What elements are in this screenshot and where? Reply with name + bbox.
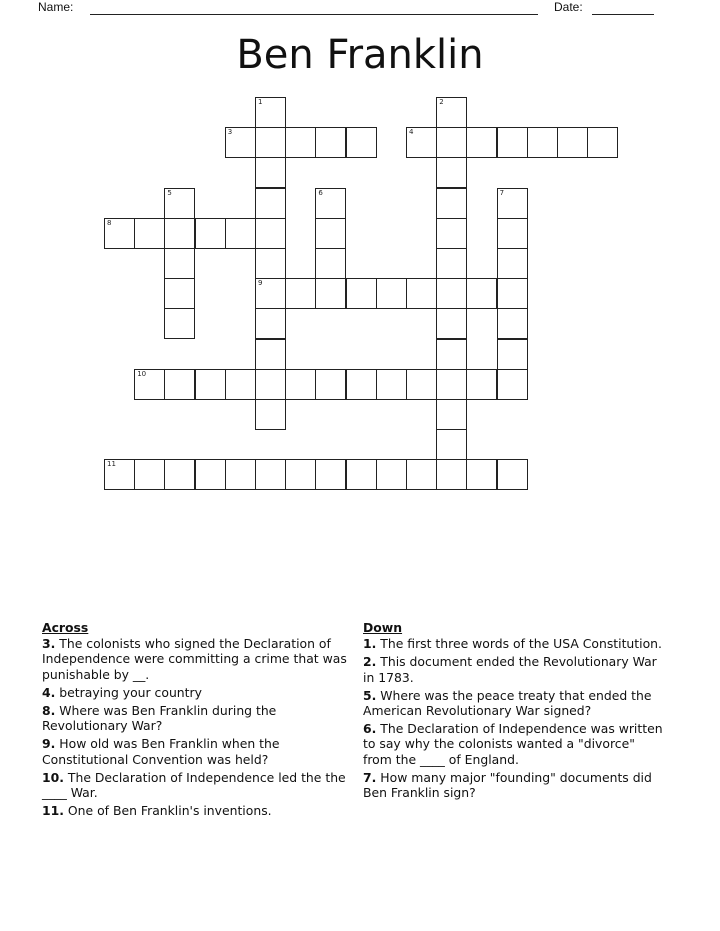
grid-cell[interactable] — [497, 308, 528, 339]
grid-cell[interactable] — [315, 369, 346, 400]
clue-text: Where was the peace treaty that ended the American Revolutionary War signed? — [363, 687, 652, 719]
grid-cell[interactable] — [315, 459, 346, 490]
down-clue-list — [363, 636, 663, 800]
grid-cell[interactable] — [436, 308, 467, 339]
grid-cell[interactable] — [466, 127, 497, 158]
grid-cell[interactable] — [436, 188, 467, 219]
clue-number: 5. — [363, 687, 377, 703]
grid-cell[interactable] — [497, 127, 528, 158]
grid-cell[interactable] — [497, 369, 528, 400]
grid-cell[interactable] — [436, 399, 467, 430]
cell-number: 4 — [409, 128, 414, 137]
grid-cell[interactable] — [406, 127, 437, 158]
cell-number: 8 — [107, 218, 112, 227]
clue-text: The Declaration of Independence led the the ____ War. — [42, 769, 346, 801]
grid-cell[interactable] — [315, 127, 346, 158]
grid-cell[interactable] — [436, 459, 467, 490]
grid-cell[interactable] — [376, 459, 407, 490]
grid-cell[interactable] — [134, 459, 165, 490]
grid-cell[interactable] — [436, 369, 467, 400]
grid-cell[interactable] — [497, 188, 528, 219]
grid-cell[interactable] — [164, 308, 195, 339]
grid-cell[interactable] — [497, 339, 528, 370]
grid-cell[interactable] — [164, 248, 195, 279]
clue-text: Where was Ben Franklin during the Revolutionary War? — [42, 703, 277, 734]
clue-item — [42, 770, 364, 800]
clue-text: This document ended the Revolutionary War in 1783. — [363, 654, 657, 685]
grid-cell[interactable] — [255, 278, 286, 309]
clue-item — [363, 721, 663, 767]
grid-cell[interactable] — [225, 127, 256, 158]
grid-cell[interactable] — [436, 429, 467, 460]
grid-cell[interactable] — [436, 157, 467, 188]
clue-text: How many major "founding" documents did Ben Franklin sign? — [363, 769, 652, 801]
grid-cell[interactable] — [225, 459, 256, 490]
clue-number: 6. — [363, 721, 377, 737]
grid-cell[interactable] — [587, 127, 618, 158]
clue-number: 2. — [363, 654, 377, 670]
date-label: Date: — [554, 0, 583, 14]
grid-cell[interactable] — [527, 127, 558, 158]
grid-cell[interactable] — [436, 339, 467, 370]
cell-number: 7 — [499, 188, 505, 197]
grid-cell[interactable] — [255, 248, 286, 279]
name-label: Name: — [38, 0, 74, 14]
grid-cell[interactable] — [376, 278, 407, 309]
across-heading: Across — [42, 620, 89, 635]
down-clues — [363, 620, 663, 803]
grid-cell[interactable] — [285, 369, 316, 400]
grid-cell[interactable] — [134, 218, 165, 249]
clue-item — [42, 685, 364, 700]
grid-cell[interactable] — [164, 218, 195, 249]
grid-cell[interactable] — [134, 369, 165, 400]
grid-cell[interactable] — [436, 218, 467, 249]
grid-cell[interactable] — [285, 459, 316, 490]
clue-item — [363, 654, 663, 684]
clue-text: How old was Ben Franklin when the Constitutional Convention was held? — [42, 736, 280, 767]
clue-number: 9. — [42, 736, 56, 752]
grid-cell[interactable] — [497, 278, 528, 309]
grid-cell[interactable] — [255, 97, 286, 128]
grid-cell[interactable] — [436, 248, 467, 279]
grid-cell[interactable] — [164, 278, 195, 309]
grid-cell[interactable] — [195, 369, 226, 400]
clue-number: 10. — [42, 769, 64, 785]
grid-cell[interactable] — [255, 218, 286, 249]
cell-number: 3 — [227, 128, 233, 137]
grid-cell[interactable] — [497, 248, 528, 279]
grid-cell[interactable] — [315, 278, 346, 309]
grid-cell[interactable] — [164, 459, 195, 490]
clue-text: The first three words of the USA Constitution. — [380, 636, 662, 652]
grid-cell[interactable] — [255, 369, 286, 400]
grid-cell[interactable] — [255, 339, 286, 370]
grid-cell[interactable] — [346, 459, 377, 490]
grid-cell[interactable] — [436, 97, 467, 128]
grid-cell[interactable] — [255, 157, 286, 188]
grid-cell[interactable] — [406, 459, 437, 490]
clue-number: 3. — [42, 636, 56, 652]
grid-cell[interactable] — [315, 188, 346, 219]
grid-cell[interactable] — [195, 459, 226, 490]
puzzle-title: Ben Franklin — [236, 32, 484, 78]
clue-text: betraying your country — [59, 684, 202, 700]
clue-text: The Declaration of Independence was written to say why the colonists wanted a "divorce" from the ____ of England. — [363, 721, 663, 767]
clue-number: 11. — [42, 803, 64, 819]
grid-cell[interactable] — [164, 369, 195, 400]
grid-cell[interactable] — [195, 218, 226, 249]
cell-number: 1 — [258, 98, 263, 106]
grid-cell[interactable] — [225, 218, 256, 249]
grid-cell[interactable] — [406, 369, 437, 400]
clue-number: 1. — [363, 636, 377, 652]
grid-cell[interactable] — [164, 188, 195, 219]
grid-cell[interactable] — [497, 459, 528, 490]
grid-cell[interactable] — [104, 218, 135, 249]
cell-number: 6 — [318, 188, 323, 197]
across-clues — [42, 620, 364, 821]
grid-cell[interactable] — [436, 278, 467, 309]
down-heading: Down — [363, 620, 403, 635]
grid-cell[interactable] — [104, 459, 135, 490]
grid-cell[interactable] — [406, 278, 437, 309]
clue-text: The colonists who signed the Declaration of Independence were committing a crime that was punishable by __. — [42, 636, 347, 682]
grid-cell[interactable] — [255, 127, 286, 158]
clue-item — [363, 688, 663, 718]
clue-text: One of Ben Franklin's inventions. — [67, 803, 272, 819]
clue-item — [42, 736, 364, 766]
grid-cell[interactable] — [466, 278, 497, 309]
across-clue-list — [42, 636, 364, 818]
grid-cell[interactable] — [436, 127, 467, 158]
grid-cell[interactable] — [466, 369, 497, 400]
cell-number: 5 — [167, 188, 172, 197]
grid-cell[interactable] — [255, 399, 286, 430]
grid-cell[interactable] — [315, 248, 346, 279]
cell-number: 10 — [137, 369, 147, 378]
grid-cell[interactable] — [346, 278, 377, 309]
grid-cell[interactable] — [466, 459, 497, 490]
grid-cell[interactable] — [225, 369, 256, 400]
grid-cell[interactable] — [255, 188, 286, 219]
clue-item — [363, 770, 663, 800]
grid-cell[interactable] — [315, 218, 346, 249]
clue-number: 4. — [42, 684, 56, 700]
clue-item — [363, 636, 663, 651]
grid-cell[interactable] — [255, 459, 286, 490]
grid-cell[interactable] — [285, 278, 316, 309]
cell-number: 9 — [258, 279, 263, 288]
clue-item — [42, 636, 364, 682]
grid-cell[interactable] — [557, 127, 588, 158]
grid-cell[interactable] — [255, 308, 286, 339]
grid-cell[interactable] — [285, 127, 316, 158]
grid-cell[interactable] — [346, 369, 377, 400]
cell-number: 2 — [439, 98, 444, 106]
clue-number: 8. — [42, 703, 56, 719]
clue-item — [42, 703, 364, 733]
clue-item — [42, 803, 364, 818]
clue-number: 7. — [363, 769, 377, 785]
cell-number: 11 — [107, 460, 116, 469]
grid-cell[interactable] — [376, 369, 407, 400]
grid-cell[interactable] — [346, 127, 377, 158]
grid-cell[interactable] — [497, 218, 528, 249]
